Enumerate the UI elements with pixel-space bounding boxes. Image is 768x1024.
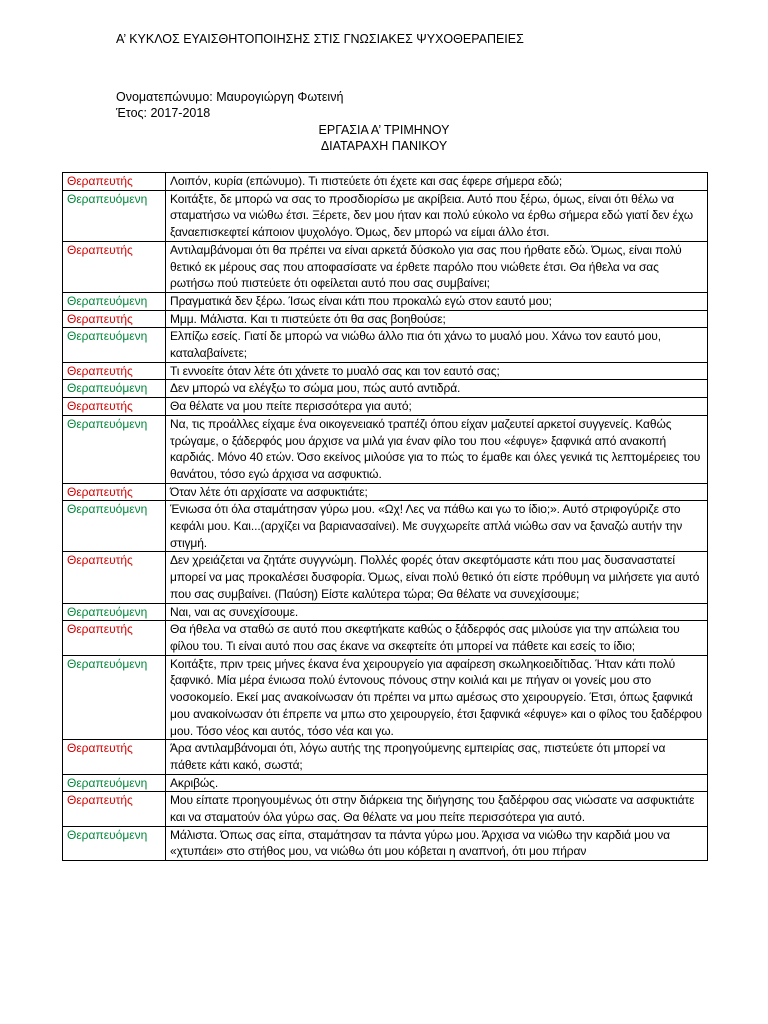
utterance-cell: Κοιτάξτε, δε μπορώ να σας το προσδιορίσω με ακρίβεια. Αυτό που ξέρω, όμως, είναι ότι θέλω να σταματήσω να νιώθω έτσι. Ξέρετε, δεν μου ήταν και πολύ εύκολο να έρθω σήμερα εδώ γιατί δεν έχω ξαναεπισκεφτεί κάποιον ψυχολόγο. Όμως, δεν μπορώ να είμαι άλλο έτσι. (166, 190, 708, 241)
dialogue-row (63, 398, 708, 416)
dialogue-row (63, 415, 708, 483)
utterance-cell: Μάλιστα. Όπως σας είπα, σταμάτησαν τα πάντα γύρω μου. Άρχισα να νιώθω την καρδιά μου να «χτυπάει» στο στήθος μου, να νιώθω ότι μου κόβεται η αναπνοή, ότι μου πήραν (166, 826, 708, 860)
speaker-therapist: Θεραπευτής (63, 552, 166, 603)
speaker-therapist: Θεραπευτής (63, 792, 166, 826)
utterance-cell: Ελπίζω εσείς. Γιατί δε μπορώ να νιώθω άλλο πια ότι χάνω το μυαλό μου. Χάνω τον εαυτό μου, καταλαβαίνετε; (166, 328, 708, 362)
utterance-cell: Λοιπόν, κυρία (επώνυμο). Τι πιστεύετε ότι έχετε και σας έφερε σήμερα εδώ; (166, 173, 708, 191)
dialogue-row (63, 190, 708, 241)
speaker-therapist: Θεραπευτής (63, 362, 166, 380)
utterance-cell: Δεν χρειάζεται να ζητάτε συγγνώμη. Πολλές φορές όταν σκεφτόμαστε κάτι που μας δυσαναστατεί μπορεί να μας προκαλέσει δυσφορία. Όμως, είναι πολύ θετικό ότι είστε πρόθυμη να μιλήσετε για αυτό που σας συμβαίνει. (Παύση) Είστε καλύτερα τώρα; Θα θέλατε να συνεχίσουμε; (166, 552, 708, 603)
utterance-cell: Ακριβώς. (166, 774, 708, 792)
dialogue-row (63, 655, 708, 740)
dialogue-table (62, 172, 708, 861)
dialogue-row (63, 552, 708, 603)
dialogue-row (63, 173, 708, 191)
dialogue-row (63, 826, 708, 860)
utterance-cell: Μου είπατε προηγουμένως ότι στην διάρκεια της διήγησης του ξαδέρφου σας νιώσατε να ασφυκτιάτε και να σταματούν όλα γύρω σας. Θα θέλατε να μου πείτε περισσότερα για αυτό. (166, 792, 708, 826)
speaker-client: Θεραπευόμενη (63, 603, 166, 621)
speaker-client: Θεραπευόμενη (63, 328, 166, 362)
dialogue-row (63, 501, 708, 552)
speaker-client: Θεραπευόμενη (63, 190, 166, 241)
utterance-cell: Θα ήθελα να σταθώ σε αυτό που σκεφτήκατε καθώς ο ξάδερφός σας μιλούσε για την απώλεια του φίλου του. Τι είναι αυτό που σας έκανε να σκεφτείτε ότι μπορεί να πάθετε και εσείς το ίδιο; (166, 621, 708, 655)
utterance-cell: Όταν λέτε ότι αρχίσατε να ασφυκτιάτε; (166, 483, 708, 501)
utterance-cell: Πραγματικά δεν ξέρω. Ίσως είναι κάτι που προκαλώ εγώ στον εαυτό μου; (166, 292, 708, 310)
speaker-client: Θεραπευόμενη (63, 292, 166, 310)
speaker-client: Θεραπευόμενη (63, 380, 166, 398)
dialogue-row (63, 774, 708, 792)
dialogue-row (63, 483, 708, 501)
speaker-therapist: Θεραπευτής (63, 241, 166, 292)
utterance-cell: Άρα αντιλαμβάνομαι ότι, λόγω αυτής της προηγούμενης εμπειρίας σας, πιστεύετε ότι μπορεί να πάθετε κάτι κακό, σωστά; (166, 740, 708, 774)
utterance-cell: Αντιλαμβάνομαι ότι θα πρέπει να είναι αρκετά δύσκολο για σας που ήρθατε εδώ. Όμως, είναι πολύ θετικό εκ μέρους σας που αποφασίσατε να έρθετε παρόλο που νιώθετε έτσι. Θα ήθελα να σας ρωτήσω πού πιστεύετε ότι οφείλεται αυτό που σας συμβαίνει; (166, 241, 708, 292)
academic-year: Έτος: 2017-2018 (116, 106, 211, 120)
speaker-client: Θεραπευόμενη (63, 826, 166, 860)
topic-title: ΔΙΑΤΑΡΑΧΗ ΠΑΝΙΚΟΥ (320, 139, 448, 153)
speaker-client: Θεραπευόμενη (63, 774, 166, 792)
utterance-cell: Ναι, ναι ας συνεχίσουμε. (166, 603, 708, 621)
dialogue-row (63, 241, 708, 292)
assignment-title: ΕΡΓΑΣΙΑ Α’ ΤΡΙΜΗΝΟΥ (318, 123, 450, 137)
speaker-therapist: Θεραπευτής (63, 398, 166, 416)
cycle-title: Α’ ΚΥΚΛΟΣ ΕΥΑΙΣΘΗΤΟΠΟΙΗΣΗΣ ΣΤΙΣ ΓΝΩΣΙΑΚΕΣ ΨΥΧΟΘΕΡΑΠΕΙΕΣ (116, 32, 524, 46)
speaker-therapist: Θεραπευτής (63, 483, 166, 501)
dialogue-row (63, 310, 708, 328)
dialogue-row (63, 621, 708, 655)
speaker-therapist: Θεραπευτής (63, 310, 166, 328)
utterance-cell: Ένιωσα ότι όλα σταμάτησαν γύρω μου. «Ωχ! Λες να πάθω και γω το ίδιο;». Αυτό στριφογύριζε στο κεφάλι μου. Και...(αρχίζει να βαριανασαίνει). Με συγχωρείτε απλά νιώθω σαν να ξαναζώ αυτήν την στιγμή. (166, 501, 708, 552)
speaker-client: Θεραπευόμενη (63, 501, 166, 552)
dialogue-row (63, 380, 708, 398)
dialogue-row (63, 328, 708, 362)
speaker-client: Θεραπευόμενη (63, 415, 166, 483)
speaker-therapist: Θεραπευτής (63, 173, 166, 191)
utterance-cell: Μμμ. Μάλιστα. Και τι πιστεύετε ότι θα σας βοηθούσε; (166, 310, 708, 328)
dialogue-row (63, 603, 708, 621)
speaker-therapist: Θεραπευτής (63, 740, 166, 774)
dialogue-table-body (63, 173, 708, 861)
utterance-cell: Τι εννοείτε όταν λέτε ότι χάνετε το μυαλό σας και τον εαυτό σας; (166, 362, 708, 380)
utterance-cell: Κοιτάξτε, πριν τρεις μήνες έκανα ένα χειρουργείο για αφαίρεση σκωληκοειδίτιδας. Ήταν κάτι πολύ ξαφνικό. Μία μέρα ένιωσα πολύ έντονους πόνους στην κοιλιά και με πήγαν οι γονείς μου στο νοσοκομείο. Εκεί μας ανακοίνωσαν ότι πρέπει να μπω αμέσως στο χειρουργείο. Έτσι, όπως ξαφνικά μου ανακοίνωσαν ότι έπρεπε να μπω στο χειρουργείο, έτσι ξαφνικά «έφυγε» και ο φίλος του ξαδέρφου μου. Τόσο νέος και αυτός, τόσο νέα και γω. (166, 655, 708, 740)
dialogue-row (63, 292, 708, 310)
speaker-therapist: Θεραπευτής (63, 621, 166, 655)
utterance-cell: Να, τις προάλλες είχαμε ένα οικογενειακό τραπέζι όπου είχαν μαζευτεί αρκετοί συγγενείς. Καθώς τρώγαμε, ο ξάδερφός μου άρχισε να μιλά για έναν φίλο του που «έφυγε» ξαφνικά από ανακοπή καρδιάς. Μόνο 40 ετών. Όσο εκείνος μιλούσε για το πώς το έμαθε και όλες γενικά τις λεπτομέρειες του θανάτου, τόσο εγώ άρχισα να ασφυκτιώ. (166, 415, 708, 483)
dialogue-row (63, 792, 708, 826)
dialogue-row (63, 740, 708, 774)
student-name: Ονοματεπώνυμο: Μαυρογιώργη Φωτεινή (116, 90, 344, 104)
speaker-client: Θεραπευόμενη (63, 655, 166, 740)
utterance-cell: Θα θέλατε να μου πείτε περισσότερα για αυτό; (166, 398, 708, 416)
dialogue-row (63, 362, 708, 380)
utterance-cell: Δεν μπορώ να ελέγξω το σώμα μου, πώς αυτό αντιδρά. (166, 380, 708, 398)
